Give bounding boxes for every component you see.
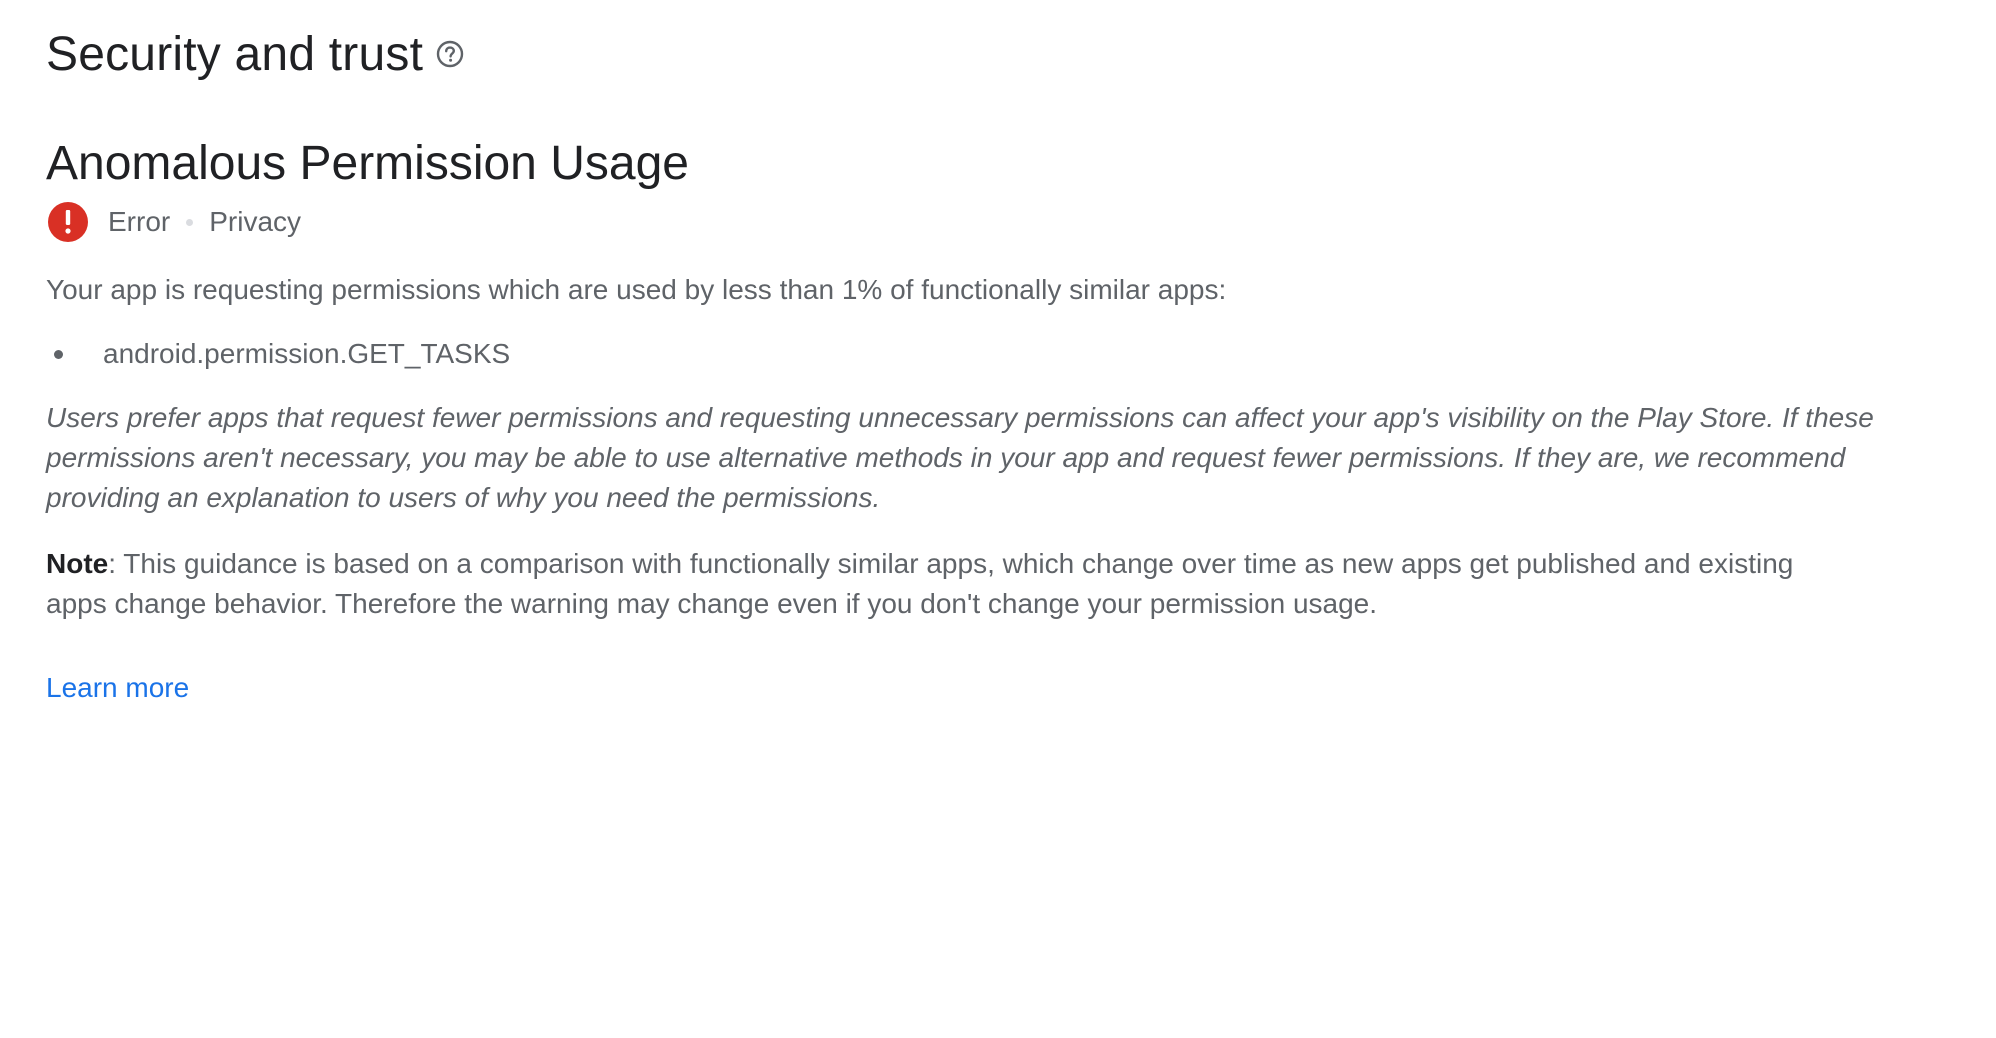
issue-title: Anomalous Permission Usage: [46, 137, 689, 190]
learn-more-link[interactable]: Learn more: [46, 672, 190, 703]
list-item: [46, 334, 1866, 374]
bullet-icon: [54, 350, 63, 359]
note-paragraph: [46, 544, 1826, 624]
error-icon: [48, 202, 88, 242]
security-trust-panel: [46, 24, 1874, 708]
help-circle-icon[interactable]: [435, 39, 465, 69]
advice-text: Users prefer apps that request fewer permissions and requesting unnecessary permissions can affect your app's visibility on the Play Store. If these permissions aren't necessary, you may be able to use alternative methods in your app and request fewer permissions. If they are, we recommend providing an explanation to users of why you need the permissions.: [46, 402, 1874, 513]
section-title: Security and trust: [46, 27, 424, 81]
issue-meta: [46, 200, 1866, 244]
note-label: Note: [46, 548, 109, 579]
severity-label: Error: [108, 206, 171, 237]
permission-name: android.permission.GET_TASKS: [103, 338, 511, 369]
note-text: : This guidance is based on a comparison with functionally similar apps, which change over time as new apps get published and existing apps change behavior. Therefore the warning may change even if you don't change your permission usage.: [46, 548, 1794, 619]
meta-separator: [186, 219, 193, 226]
category-label: Privacy: [209, 206, 302, 237]
issue-description: Your app is requesting permissions which are used by less than 1% of functionally similar apps:: [46, 274, 1227, 305]
permission-list: [46, 334, 1866, 374]
section-header: [46, 24, 1866, 84]
